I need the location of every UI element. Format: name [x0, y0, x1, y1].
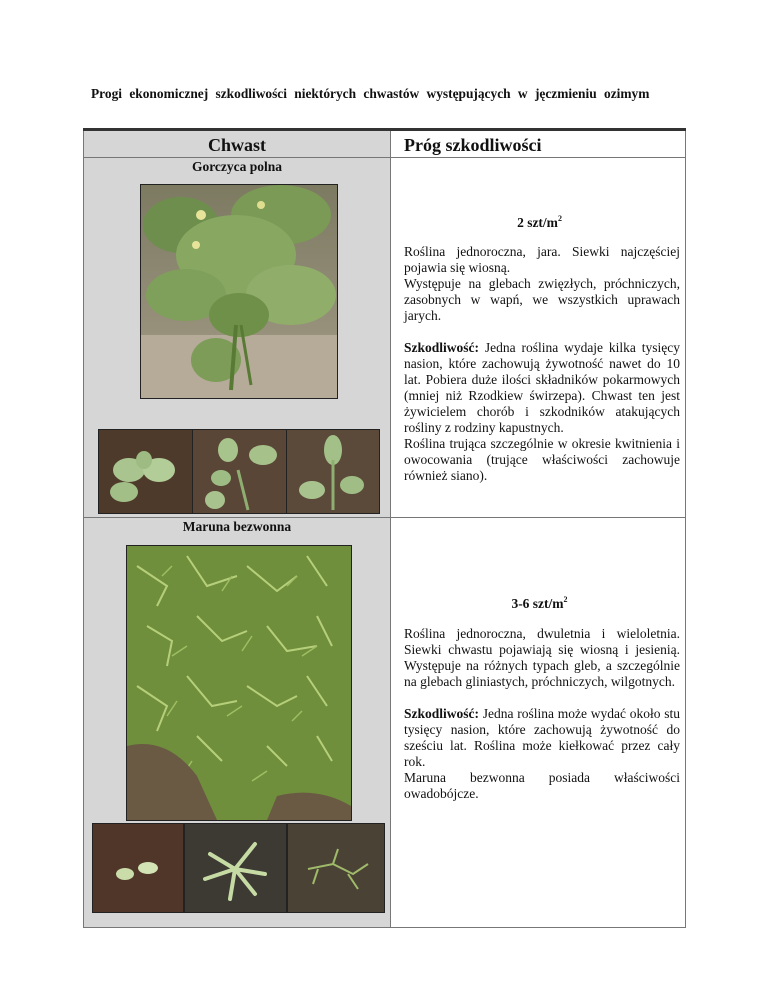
description-line: Występuje na glebach zwięzłych, próchniczych, zasobnych w wapń, we wszystkich uprawach jarych. — [404, 276, 680, 323]
maruna-seedling-photo-1 — [92, 823, 184, 913]
weed-threshold-table — [83, 128, 686, 928]
maruna-main-photo — [126, 545, 352, 821]
harm-paragraph — [404, 706, 680, 770]
table-row — [84, 158, 686, 518]
header-threshold: Próg szkodliwości — [391, 130, 686, 158]
document-title: Progi ekonomicznej szkodliwości niektórych chwastów występujących w jęczmieniu ozimym — [91, 86, 650, 101]
gorczyca-main-photo — [140, 184, 338, 399]
harm-text: Jedna roślina wydaje kilka tysięcy nasion, które zachowują żywotność nawet do 10 lat. Pobiera duże ilości składników pokarmowych (mniej niż Rzodkiew świrzepa). Chwast ten jest żywicielem chorób i szkodników atakujących rośliny z rodziny kapustnych. — [404, 340, 680, 435]
description-line: Roślina jednoroczna, dwuletnia i wieloletnia. Siewki chwastu pojawiają się wiosną i jesienią. Występuje na różnych typach gleb, a szczególnie na glebach gliniastych, próchniczych, wilgotnych. — [404, 626, 680, 689]
weed-cell-maruna — [84, 518, 391, 928]
table-row — [84, 518, 686, 928]
header-weed: Chwast — [84, 130, 391, 158]
maruna-seedling-photo-3 — [287, 823, 385, 913]
harm-label: Szkodliwość: — [404, 706, 480, 721]
weed-name: Maruna bezwonna — [182, 519, 292, 534]
gorczyca-seedling-photo-3 — [286, 429, 380, 514]
threshold-cell-maruna — [391, 518, 686, 928]
weed-description — [404, 244, 680, 484]
threshold-value: 3-6 szt/$m^2$ — [511, 595, 568, 611]
table-header-row — [84, 130, 686, 158]
maruna-seedling-photo-2 — [184, 823, 287, 913]
harm-label: Szkodliwość: — [404, 340, 480, 355]
harm-text: Jedna roślina może wydać około stu tysięcy nasion, które zachowują żywotność do sześciu lat. Roślina może kiełkować przez cały rok. — [404, 706, 681, 769]
weed-cell-gorczyca — [84, 158, 391, 518]
gorczyca-seedling-photo-2 — [192, 429, 287, 514]
extra-note: Roślina trująca szczególnie w okresie kwitnienia i owocowania (trujące właściwości zachowuje również siano). — [404, 436, 680, 483]
gorczyca-seedling-photo-1 — [98, 429, 193, 514]
threshold-value: 2 szt/$m^2$ — [517, 214, 562, 230]
description-line: Roślina jednoroczna, jara. Siewki najczęściej pojawia się wiosną. — [404, 244, 680, 275]
threshold-cell-gorczyca — [391, 158, 686, 518]
harm-paragraph — [404, 340, 680, 436]
weed-description — [404, 626, 680, 802]
extra-note: Maruna bezwonna posiada właściwości owadobójcze. — [404, 770, 680, 801]
weed-name: Gorczyca polna — [191, 159, 283, 174]
